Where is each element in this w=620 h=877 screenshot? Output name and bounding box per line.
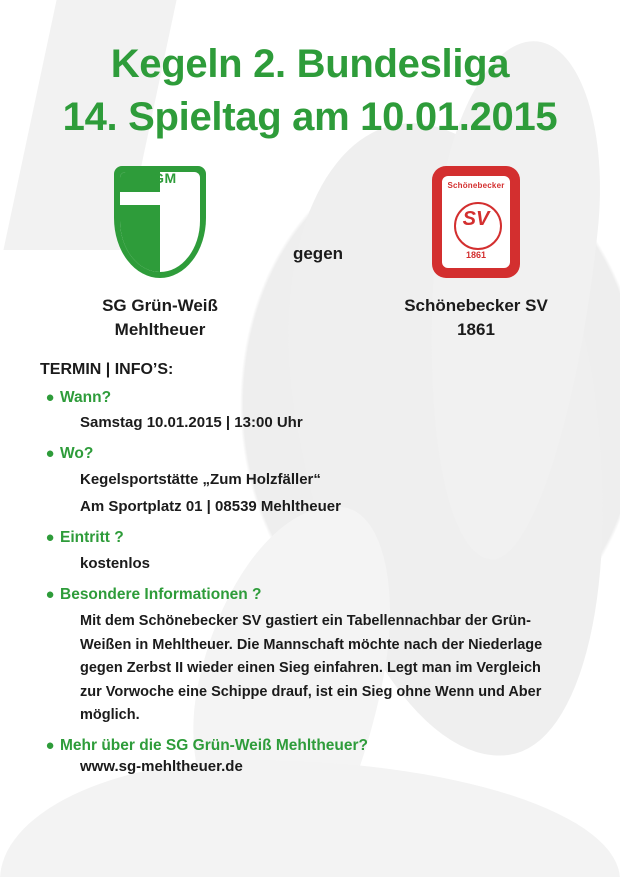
away-crest-arc-label: Schönebecker	[447, 180, 505, 190]
info-section	[0, 343, 620, 775]
website-link[interactable]: www.sg-mehltheuer.de	[80, 757, 243, 775]
info-item	[40, 528, 580, 575]
info-question: Wann?	[60, 388, 112, 406]
home-team-name-line-2: Mehltheuer	[114, 320, 206, 340]
away-crest-year: 1861	[465, 249, 487, 260]
info-item	[40, 388, 580, 435]
home-crest-label: SGM	[143, 169, 177, 186]
home-team	[60, 166, 260, 343]
info-section-header: TERMIN | INFO’S:	[40, 360, 174, 378]
away-team	[376, 166, 576, 343]
versus-label: gegen	[292, 243, 344, 263]
info-question: Eintritt ?	[60, 529, 124, 547]
info-question: Besondere Informationen ?	[60, 585, 262, 603]
away-team-name-line-1: Schönebecker SV	[404, 295, 548, 315]
bullet-icon: ●	[45, 585, 55, 603]
bullet-icon: ●	[45, 737, 55, 755]
title-line-2: 14. Spieltag am 10.01.2015	[62, 94, 558, 139]
info-answer: Kegelsportstätte „Zum Holzfäller“	[80, 470, 321, 488]
info-item	[40, 585, 580, 728]
info-answer-paragraph: Mit dem Schönebecker SV gastiert ein Tabellennachbar der Grün-Weißen in Mehltheuer. Die Mannschaft möchte nach der Niederlage gegen Zerbst II wieder einen Sieg einfahren. Legt man im Vergleich zur Vorwoche eine Schippe drauf, ist ein Sieg ohne Wenn und Aber möglich.	[80, 613, 543, 723]
info-item	[40, 736, 580, 775]
page-title	[0, 0, 620, 144]
info-answer: Samstag 10.01.2015 | 13:00 Uhr	[80, 414, 303, 432]
bullet-icon: ●	[45, 388, 55, 406]
home-team-crest-icon	[114, 166, 206, 278]
bullet-icon: ●	[45, 529, 55, 547]
teams-row	[0, 166, 620, 343]
info-answer: Am Sportplatz 01 | 08539 Mehltheuer	[80, 498, 341, 516]
info-question: Mehr über die SG Grün-Weiß Mehltheuer?	[60, 737, 369, 755]
bullet-icon: ●	[45, 445, 55, 463]
home-team-name-line-1: SG Grün-Weiß	[102, 295, 218, 315]
away-team-crest-icon	[432, 166, 520, 278]
title-line-1: Kegeln 2. Bundesliga	[110, 42, 510, 86]
away-crest-initials: SV	[462, 207, 490, 230]
info-item	[40, 444, 580, 519]
info-question: Wo?	[60, 445, 94, 463]
away-team-name-line-2: 1861	[457, 320, 495, 340]
info-answer: kostenlos	[80, 554, 151, 572]
